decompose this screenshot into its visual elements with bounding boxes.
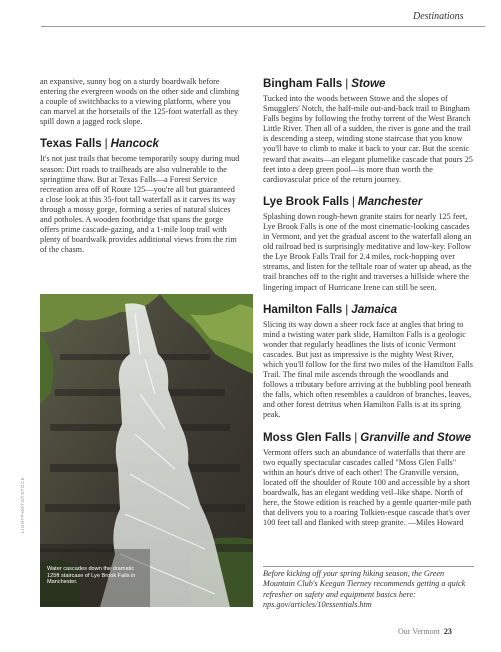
heading-separator: |: [351, 194, 355, 208]
heading-separator: |: [104, 137, 108, 151]
hamilton-falls-body: Slicing its way down a sheer rock face at angles that bring to mind a twisting water park slide, Hamilton Falls is a geologic wonder that regularly headlines the lists of iconic Vermont cascades. But just as impressive is the mighty West River, which you'll follow for the first two miles of the Hamilton Falls Trail. The final mile ascends through the woodlands and follows a tributary before arriving at the bubbling pool beneath the falls, which often resembles a cauldron of branches, leaves, and other forest detritus when Hamilton Falls is at its spring peak.: [263, 319, 473, 420]
heading-separator: |: [345, 302, 349, 316]
heading-town: Jamaica: [351, 302, 398, 316]
intro-paragraph: an expansive, sunny bog on a sturdy boardwalk before entering the evergreen woods on the other side and climbing a couple of switchbacks to a viewing platform, where you can marvel at the horsetails of the 125-foot waterfall as they spill down a jagged rock slope.: [40, 77, 240, 127]
heading-town: Stowe: [351, 77, 386, 90]
photo-caption: Water cascades down the dramatic 125ft staircase of Lye Brook Falls in Manchester.: [47, 566, 136, 586]
heading-town: Manchester: [357, 194, 423, 208]
right-column: [263, 77, 474, 528]
bingham-falls-body: Tucked into the woods between Stowe and the slopes of Smugglers' Notch, the half-mile out-and-back trail to Bingham Falls begins by following the frothy torrent of the West Branch Little River. Then all of a sudden, the river is gone and the trail is descending a steep, winding stone staircase that you know you'll have to climb to make it back to your car. But the scenic reward that awaits—an elegant plumelike cascade that pours 25 feet into a deep green pool—is more than worth the cardiovascular price of the return journey.: [263, 94, 473, 184]
texas-falls-body: It's not just trails that become temporarily soupy during mud season: Dirt roads to trailheads are also vulnerable to the springtime thaw. But at Texas Falls—a Forest Service recreation area off of Route 125—you're all but guaranteed a close look at this 35-foot tall waterfall as it carves its way through a mossy gorge, forming a series of natural sluices and potholes. A wooden footbridge that spans the gorge offers prime cascade-gazing, and a 1-mile loop trail with plenty of boardwalk provides additional views from the rim of the chasm.: [40, 154, 240, 255]
running-head: Destinations: [413, 11, 464, 22]
waterfall-photo: [40, 294, 253, 607]
heading-separator: |: [354, 430, 358, 444]
moss-glen-falls-body: Vermont offers such an abundance of waterfalls that there are two equally spectacular cascades called "Moss Glen Falls" within an hour's drive of each other! The Granville version, located off the shoulder of Route 100 and accessible by a short boardwalk, has an elegant wedding veil–like shape. North of here, the Stowe edition is reached by a gentle quarter-mile path that delivers you to a roaring Tolkien-esque cascade that's over 100 feet tall and flanked with steep granite. —Miles Howard: [263, 447, 472, 528]
heading-name: Hamilton Falls: [263, 302, 343, 316]
heading-name: Bingham Falls: [263, 77, 343, 90]
heading-separator: |: [345, 77, 349, 90]
heading-name: Moss Glen Falls: [263, 430, 352, 444]
page-footer: [398, 627, 488, 636]
safety-tip: Before kicking off your spring hiking season, the Green Mountain Club's Keegan Tierney recommends getting a quick refresher on safety and equipment basics here: nps.gov/articles/10essentials.htm: [263, 569, 466, 609]
waterfall-image: [40, 294, 253, 607]
section-heading-hamilton-falls: [263, 303, 474, 316]
left-column: [40, 77, 240, 255]
tip-divider: [263, 566, 474, 567]
section-heading-texas-falls: [40, 137, 240, 150]
section-heading-lye-brook-falls: [263, 195, 474, 208]
header-divider: [41, 26, 485, 27]
photo-credit: LIGHTPHOTO/ISTOCK: [20, 476, 25, 533]
lye-brook-falls-body: Splashing down rough-hewn granite stairs for nearly 125 feet, Lye Brook Falls is one of the most cinematic-looking cascades in Vermont, and yet the gradual ascent to the waterfall along an old railroad bed is surprisingly meditative and low-key. Follow the Lye Brook Falls Trail for 2.4 miles, rock-hopping over streams, and listen for the telltale roar of water up ahead, as the trail branches off to the right and traverses a hillside where the lingering impact of Hurricane Irene can still be seen.: [263, 211, 472, 292]
heading-name: Texas Falls: [40, 137, 102, 151]
heading-town: Hancock: [110, 137, 159, 151]
heading-town: Granville and Stowe: [360, 430, 472, 444]
heading-name: Lye Brook Falls: [263, 194, 349, 208]
section-heading-moss-glen-falls: [263, 431, 474, 444]
page-number: 23: [443, 627, 452, 636]
section-heading-bingham-falls: [263, 77, 474, 90]
magazine-name: Our Vermont: [398, 627, 440, 636]
